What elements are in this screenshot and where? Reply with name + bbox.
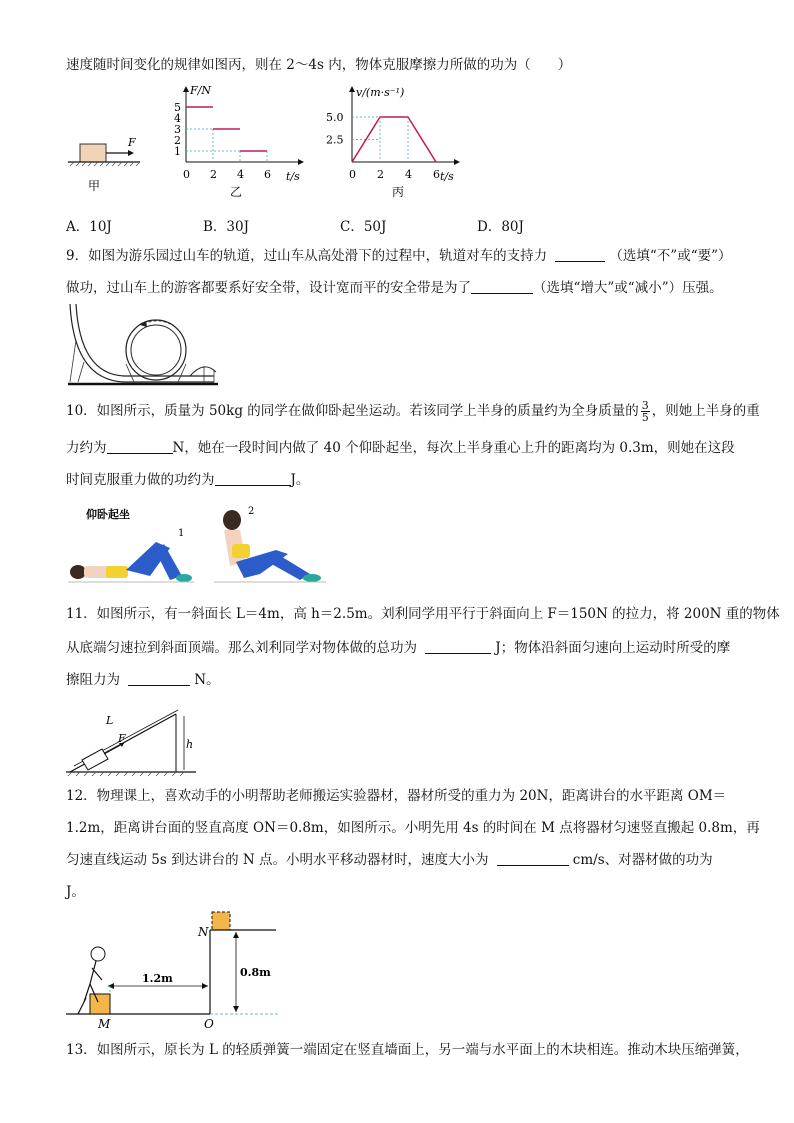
roller-coaster-figure <box>64 300 224 390</box>
x-tick-label: 0 <box>183 168 190 181</box>
force-label: F <box>128 136 136 149</box>
y-axis-arrow <box>349 86 355 92</box>
q13-line-1: 13．如图所示，原长为 L 的轻质弹簧一端固定在竖直墙面上，另一端与水平面上的木块相连。推动木块压缩弹簧， <box>66 1042 749 1058</box>
x-tick-label: 6 <box>433 168 440 181</box>
point-M-label: M <box>98 1017 111 1031</box>
fraction: $\frac{3}{5}$ <box>641 399 649 424</box>
q11-blank-1[interactable] <box>425 639 491 654</box>
option-c[interactable]: C．50J <box>340 219 387 235</box>
incline-F-label: F <box>118 732 126 745</box>
q11-blank-2[interactable] <box>128 671 190 686</box>
option-d[interactable]: D．80J <box>477 219 524 235</box>
x-tick-label: 2 <box>210 168 217 181</box>
x-axis-arrow <box>454 159 460 165</box>
x-tick-label: 2 <box>377 168 384 181</box>
figure-caption-yi: 乙 <box>230 185 243 199</box>
x-axis-arrow <box>298 159 304 165</box>
option-b[interactable]: B．30J <box>203 219 250 235</box>
x-tick-label: 6 <box>264 168 271 181</box>
y-tick-label: 3 <box>174 123 181 136</box>
x-tick-label: 0 <box>349 168 356 181</box>
option-a[interactable]: A．10J <box>66 219 112 235</box>
q11-line-3: 擦阻力为 N。 <box>66 672 220 688</box>
x-axis-label: t/s <box>286 170 300 183</box>
figure-caption-jia: 甲 <box>88 179 101 193</box>
y-tick-label: 2 <box>174 134 181 147</box>
y-tick-label: 5 <box>174 101 181 114</box>
q10-blank-1[interactable] <box>107 439 173 454</box>
q10-line-1: 10．如图所示，质量为 50kg 的同学在做仰卧起坐运动。若该同学上半身的质量约为全身质量的 $\frac{3}{5}$ ，则她上半身的重 <box>66 399 760 424</box>
incline-h-label: h <box>186 738 194 751</box>
q9-blank-2[interactable] <box>471 279 533 294</box>
podium-figure <box>64 906 284 1032</box>
situp-label-1: 1 <box>178 528 185 539</box>
y-tick-label: 2.5 <box>326 133 344 147</box>
q9-line-1: 9．如图为游乐园过山车的轨道，过山车从高处滑下的过程中，轨道对车的支持力 （选填“不”或“要”） <box>66 248 732 264</box>
q10-blank-2[interactable] <box>215 471 291 486</box>
x-tick-label: 4 <box>237 168 244 181</box>
q12-line-1: 12．物理课上，喜欢动手的小明帮助老师搬运实验器材，器材所受的重力为 20N，距离讲台的水平距离 OM＝ <box>66 788 727 804</box>
y-axis-label: v/(m·s⁻¹) <box>356 86 405 99</box>
q8-figure-jia <box>66 128 156 198</box>
y-tick-label: 4 <box>174 112 181 125</box>
incline-figure <box>64 702 204 778</box>
point-N-label: N <box>198 925 209 939</box>
y-tick-label: 5.0 <box>326 111 344 124</box>
x-axis-label: t/s <box>440 170 454 183</box>
q11-line-2: 从底端匀速拉到斜面顶端。那么刘利同学对物体做的总功为 J；物体沿斜面匀速向上运动时所受的摩 <box>66 640 731 656</box>
q12-blank-1[interactable] <box>497 851 569 866</box>
x-tick-label: 4 <box>405 168 412 181</box>
figure-caption-bing: 丙 <box>392 185 405 199</box>
q10-line-2: 力约为 N，她在一段时间内做了 40 个仰卧起坐，每次上半身重心上升的距离均为 0.3m，则她在这段 <box>66 440 735 456</box>
q12-line-3: 匀速直线运动 5s 到达讲台的 N 点。小明水平移动器材时，速度大小为 cm/s、对器材做的功为 <box>66 852 713 868</box>
y-axis-label: F/N <box>190 84 211 97</box>
point-O-label: O <box>204 1017 214 1031</box>
q10-line-3: 时间克服重力做的功约为 J。 <box>66 472 310 488</box>
y-axis-arrow <box>183 86 189 92</box>
q12-line-4: J。 <box>66 884 85 900</box>
q12-line-2: 1.2m，距离讲台面的竖直高度 ON＝0.8m，如图所示。小明先用 4s 的时间在 M 点将器材匀速竖直搬起 0.8m，再 <box>66 820 760 836</box>
q11-line-1: 11．如图所示，有一斜面长 L＝4m，高 h＝2.5m。刘利同学用平行于斜面向上 F＝150N 的拉力，将 200N 重的物体 <box>66 606 780 622</box>
q8-stem-line: 速度随时间变化的规律如图丙，则在 2～4s 内，物体克服摩擦力所做的功为（ ） <box>66 57 572 73</box>
q8-chart-bing <box>326 84 466 202</box>
situp-label-2: 2 <box>248 506 255 517</box>
distance-label: 1.2m <box>142 972 173 985</box>
y-tick-label: 1 <box>174 145 181 158</box>
situp-figure <box>64 500 344 592</box>
situp-title: 仰卧起坐 <box>86 508 130 521</box>
incline-L-label: L <box>106 714 114 727</box>
q9-blank-1[interactable] <box>555 247 605 262</box>
q9-line-2: 做功，过山车上的游客都要系好安全带，设计宽而平的安全带是为了 （选填“增大”或“减小”）压强。 <box>66 280 723 296</box>
q8-chart-yi <box>166 84 306 202</box>
height-label: 0.8m <box>240 966 271 979</box>
